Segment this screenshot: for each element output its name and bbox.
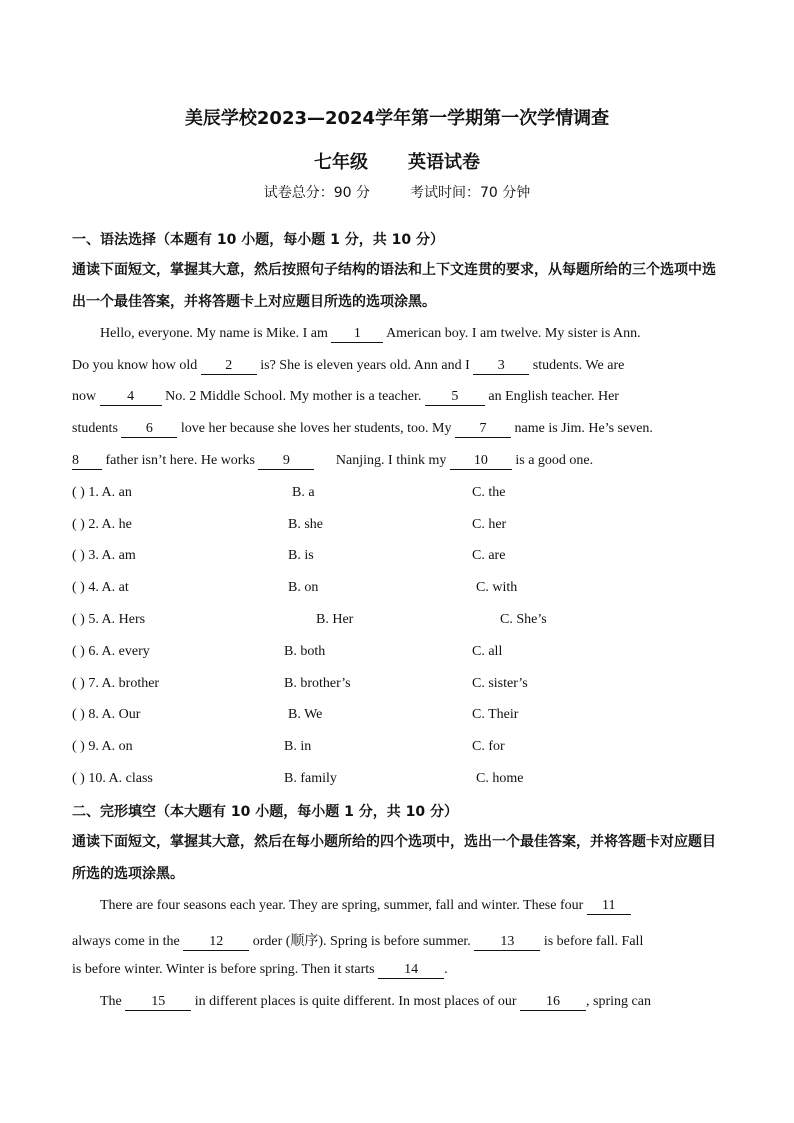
blank-7: 7 <box>455 421 511 438</box>
option-c: C. with <box>476 580 518 595</box>
question-row <box>0 644 794 668</box>
option-c: C. the <box>472 485 506 500</box>
blank-14: 14 <box>378 962 444 979</box>
question-row <box>0 485 794 509</box>
question-number: ( ) 9. A. on <box>72 739 133 754</box>
question-row <box>0 580 794 604</box>
grade-label: 七年级 <box>314 152 368 173</box>
total-score: 试卷总分：90 分 <box>263 185 370 201</box>
section2-heading: 二、完形填空（本大题有 10 小题，每小题 1 分，共 10 分） <box>72 804 458 820</box>
blank-15: 15 <box>125 994 191 1011</box>
option-b: B. she <box>288 517 323 532</box>
blank-6: 6 <box>121 421 177 438</box>
option-c: C. She’s <box>500 612 547 627</box>
option-b: B. Her <box>316 612 354 627</box>
option-c: C. are <box>472 548 506 563</box>
option-c: C. her <box>472 517 507 532</box>
option-c: C. for <box>472 739 505 754</box>
option-c: C. all <box>472 644 503 659</box>
passage2-line-1: There are four seasons each year. They are spring, summer, fall and winter. These four 11 <box>72 898 722 915</box>
blank-4: 4 <box>100 389 162 406</box>
blank-11: 11 <box>587 898 631 915</box>
question-number: ( ) 5. A. Hers <box>72 612 146 627</box>
question-number: ( ) 1. A. an <box>72 485 132 500</box>
question-row <box>0 676 794 700</box>
passage2-line-2: always come in the 12 order (顺序). Spring is before summer. 13 is before fall. Fall <box>72 934 644 949</box>
question-row <box>0 548 794 572</box>
option-c: C. home <box>476 771 524 786</box>
subject-label: 英语试卷 <box>408 152 480 173</box>
exam-info <box>0 182 794 202</box>
blank-8: 8 <box>72 453 102 470</box>
question-number: ( ) 10. A. class <box>72 771 153 786</box>
passage1-line-4: students 6 love her because she loves her students, too. My 7 name is Jim. He’s seven. <box>72 421 653 436</box>
option-b: B. a <box>292 485 315 500</box>
blank-1: 1 <box>331 326 383 343</box>
question-number: ( ) 8. A. Our <box>72 707 141 722</box>
question-row <box>0 707 794 731</box>
section1-instruction: 通读下面短文，掌握其大意，然后按照句子结构的语法和上下文连贯的要求，从每题所给的三个选项中选出一个最佳答案，并将答题卡上对应题目所选的选项涂黑。 <box>72 262 716 310</box>
passage2-line-4: The 15 in different places is quite different. In most places of our 16 , spring can <box>100 994 651 1009</box>
blank-9: 9 <box>258 453 314 470</box>
exam-time: 考试时间：70 分钟 <box>410 185 531 201</box>
option-c: C. sister’s <box>472 676 528 691</box>
question-number: ( ) 7. A. brother <box>72 676 160 691</box>
question-row <box>0 517 794 541</box>
passage1-line-5: 8 father isn’t here. He works 9 Nanjing. I think my 10 is a good one. <box>72 453 594 468</box>
option-b: B. on <box>288 580 319 595</box>
blank-12: 12 <box>183 934 249 951</box>
passage1-line-2: Do you know how old 2 is? She is eleven years old. Ann and I 3 students. We are <box>72 358 625 373</box>
passage2-line-3: is before winter. Winter is before spring. Then it starts 14 . <box>72 962 448 977</box>
blank-3: 3 <box>473 358 529 375</box>
exam-title: 美辰学校2023—2024学年第一学期第一次学情调查 <box>184 108 610 129</box>
blank-10: 10 <box>450 453 512 470</box>
option-b: B. is <box>288 548 314 563</box>
question-number: ( ) 3. A. am <box>72 548 136 563</box>
option-b: B. in <box>284 739 312 754</box>
question-number: ( ) 6. A. every <box>72 644 150 659</box>
question-row <box>0 771 794 795</box>
option-b: B. family <box>284 771 337 786</box>
blank-13: 13 <box>474 934 540 951</box>
option-b: B. both <box>284 644 326 659</box>
question-row <box>0 739 794 763</box>
blank-5: 5 <box>425 389 485 406</box>
question-row <box>0 612 794 636</box>
question-number: ( ) 4. A. at <box>72 580 129 595</box>
exam-subtitle <box>0 148 794 174</box>
question-number: ( ) 2. A. he <box>72 517 132 532</box>
section2-instruction: 通读下面短文，掌握其大意，然后在每小题所给的四个选项中，选出一个最佳答案，并将答题卡对应题目所选的选项涂黑。 <box>72 834 716 882</box>
passage1-line-1: Hello, everyone. My name is Mike. I am 1 American boy. I am twelve. My sister is Ann. <box>100 326 641 341</box>
option-c: C. Their <box>472 707 519 722</box>
section1-heading: 一、语法选择（本题有 10 小题，每小题 1 分，共 10 分） <box>72 232 444 248</box>
option-b: B. We <box>288 707 323 722</box>
passage1-line-3: now 4 No. 2 Middle School. My mother is a teacher. 5 an English teacher. Her <box>72 389 619 404</box>
blank-16: 16 <box>520 994 586 1011</box>
blank-2: 2 <box>201 358 257 375</box>
option-b: B. brother’s <box>284 676 351 691</box>
